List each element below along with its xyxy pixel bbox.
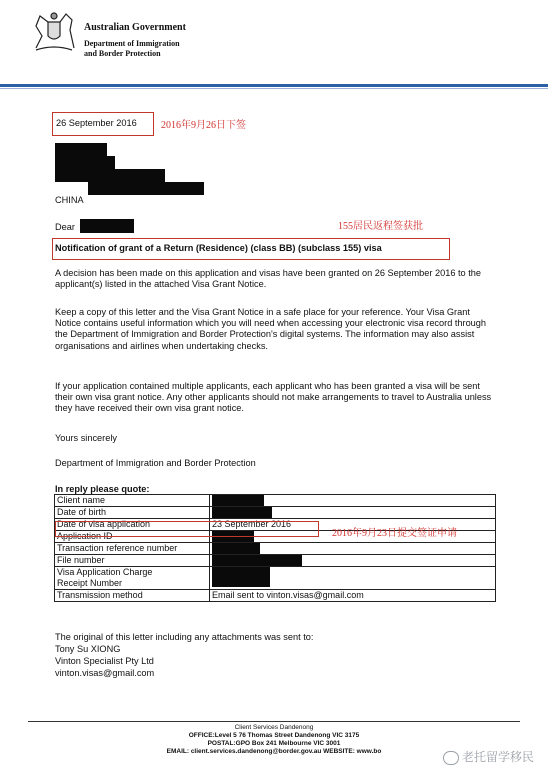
footer-contact: EMAIL: client.services.dandenong@border.gov.au WEBSITE: www.bo [166, 748, 382, 755]
letter-date: 26 September 2016 [56, 118, 137, 128]
row-label: Date of birth [55, 507, 210, 519]
row-label: Transmission method [55, 590, 210, 602]
row-label: Visa Application Charge Receipt Number [55, 567, 210, 590]
row-value [210, 567, 496, 590]
table-row [55, 507, 496, 519]
table-row [55, 495, 496, 507]
row-value [210, 543, 496, 555]
row-label: File number [55, 555, 210, 567]
footer-office-address: OFFICE:Level 5 76 Thomas Street Dandenong VIC 3175 [188, 732, 360, 739]
redacted-recipient-name [80, 219, 134, 233]
watermark: 老托留学移民 [443, 748, 534, 765]
header-rule [0, 84, 548, 87]
row-value [210, 507, 496, 519]
row-label: Transaction reference number [55, 543, 210, 555]
footer-rule [28, 721, 520, 722]
redacted-address-1 [55, 143, 107, 157]
letter-subject: Notification of grant of a Return (Residence) (class BB) (subclass 155) visa [55, 243, 382, 253]
table-row [55, 567, 496, 590]
body-paragraph-3: If your application contained multiple applicants, each applicant who has been granted a visa will be sent their own visa grant notice. Any other applicants should not make arrangements to travel to Australia unless they have received their own visa grant notice. [55, 381, 492, 414]
date-annotation: 2016年9月26日下签 [161, 120, 246, 131]
address-country: CHINA [55, 195, 84, 205]
closing: Yours sincerely [55, 433, 117, 443]
redacted-dob [212, 507, 272, 518]
row-value: 23 September 2016 [210, 519, 496, 531]
agent-name: Tony Su XIONG [55, 644, 121, 654]
redacted-client-name [212, 495, 264, 506]
row-value [210, 495, 496, 507]
reference-table [54, 494, 496, 602]
application-date-annotation: 2016年9月23日提交签证申请 [332, 528, 457, 539]
footer-postal-address: POSTAL:GPO Box 241 Melbourne VIC 3001 [207, 740, 341, 747]
sent-to-intro: The original of this letter including any attachments was sent to: [55, 632, 314, 642]
table-row [55, 590, 496, 602]
body-paragraph-1: A decision has been made on this application and visas have been granted on 26 September 2016 to the applicant(s) listed in the attached Visa Grant Notice. [55, 268, 481, 290]
government-name: Australian Government [84, 22, 186, 33]
row-label: Client name [55, 495, 210, 507]
redacted-address-3 [55, 169, 165, 182]
body-paragraph-2: Keep a copy of this letter and the Visa Grant Notice in a safe place for your reference. Your Visa Grant Notice contains useful information which you will need when accessing your electronic visa record through the Department of Immigration and Border Protection's digital systems. The information may also assist organisations and airlines when undertaking checks. [55, 307, 487, 351]
government-header [84, 22, 186, 59]
row-label: Application ID [55, 531, 210, 543]
footer-office-name: Client Services Dandenong [234, 724, 314, 731]
salutation: Dear [55, 222, 75, 232]
redacted-receipt-number [212, 567, 270, 587]
row-value [210, 555, 496, 567]
agent-company: Vinton Specialist Pty Ltd [55, 656, 154, 666]
row-label: Date of visa application [55, 519, 210, 531]
row-value: Email sent to vinton.visas@gmail.com [210, 590, 496, 602]
redacted-address-2 [55, 156, 115, 170]
signatory: Department of Immigration and Border Protection [55, 458, 256, 468]
subject-annotation: 155居民返程签获批 [338, 221, 423, 232]
wechat-icon [443, 751, 459, 765]
agent-email: vinton.visas@gmail.com [55, 668, 155, 678]
header-rule-thin [0, 88, 548, 89]
department-name: Department of Immigration and Border Protection [84, 39, 180, 58]
quote-heading: In reply please quote: [55, 484, 150, 494]
coat-of-arms-icon [28, 10, 80, 54]
redacted-file-number [212, 555, 302, 566]
application-date-highlight-box [55, 521, 319, 537]
table-row [55, 543, 496, 555]
table-row [55, 555, 496, 567]
redacted-address-4 [88, 182, 204, 195]
redacted-trn [212, 543, 260, 554]
